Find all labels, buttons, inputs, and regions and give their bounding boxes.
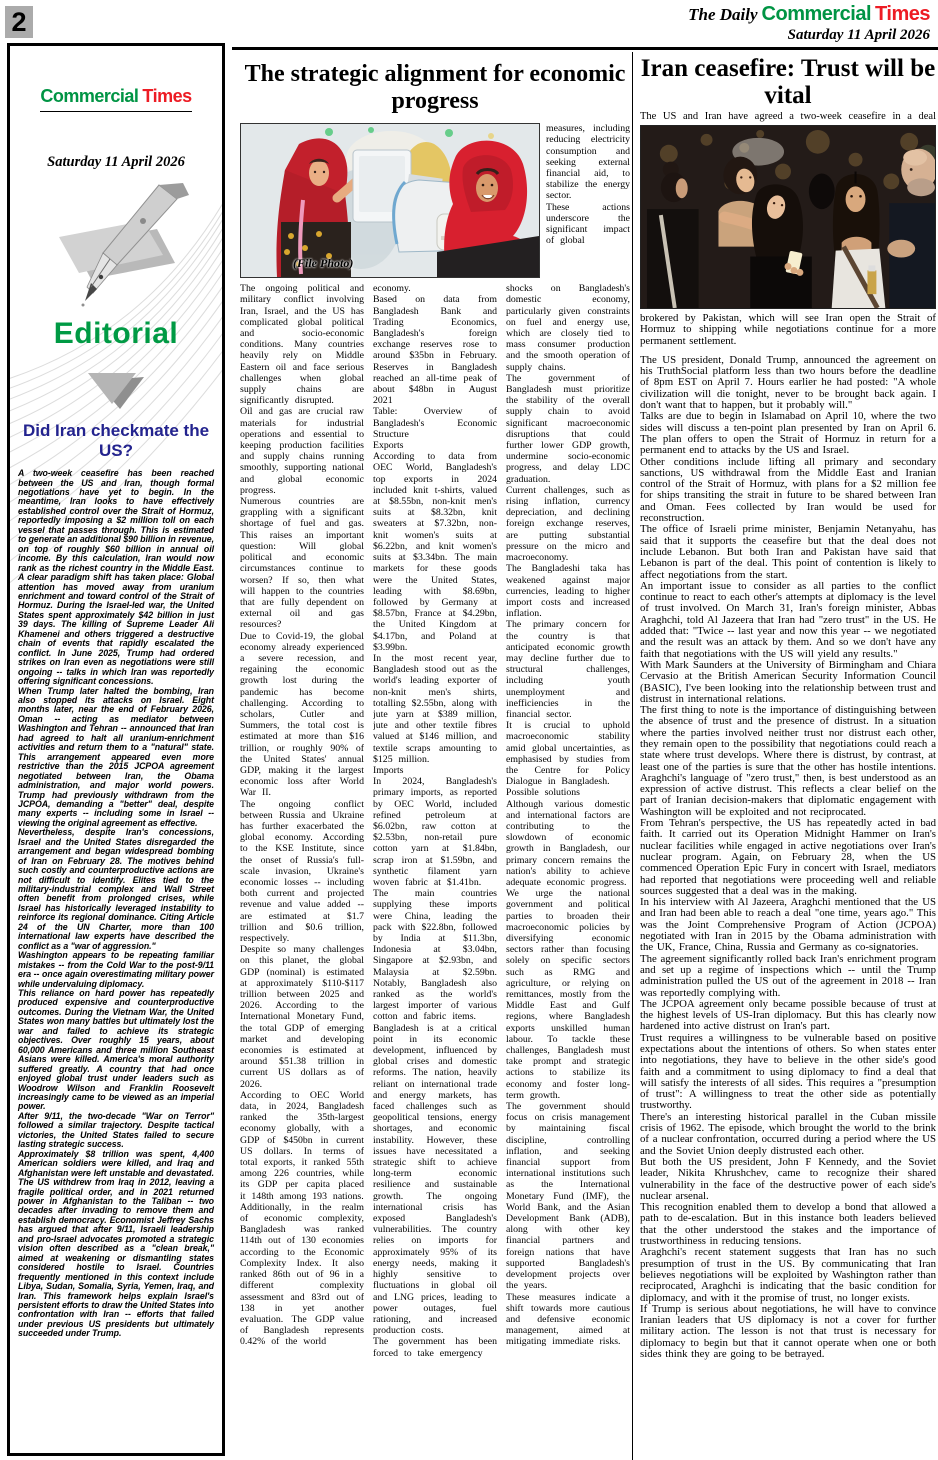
body-paragraph: Numerous countries are grappling with a significant shortage of fuel and gas. This raises an important question: Will global political and economic circumstances continue to worsen? If so, then what will happen to the countries that are fully dependent on external oil and gas resources?: [240, 496, 364, 631]
body-paragraph: Talks are due to begin in Islamabad on April 10, where the two sides will discuss a ten-point plan presented by Iran on April 6. The plan offers to open the Strait of Hormuz in return for a permanent end to attacks by the US and Israel.: [640, 410, 936, 457]
body-paragraph: From Tehran's perspective, the US has repeatedly acted in bad faith. It carried out its Operation Midnight Hammer on Iran's nuclear facilities while engaged in active negotiations over Iran's nuclear program. Again, on February 28, when the US commenced Operation Epic Fury in concert with Israel, mediators had reported that negotiations were proceeding well and reliable sources suggested that a deal was in the making.: [640, 817, 936, 897]
crowd-photo: [640, 125, 936, 309]
body-paragraph: Despite so many challenges on this planet, the global GDP (nominal) is estimated at approximately $110-$117 trillion between 2025 and 2026. According to the International Monetary Fund, the total GDP of emerging market and developing economies is estimated at around $51.38 trillion in current US dollars as of 2026.: [240, 944, 364, 1090]
pen-and-paper-icon: [31, 183, 201, 313]
body-paragraph: Other conditions include lifting all primary and secondary sanctions, US withdrawal from the Middle East and Iranian control of the Strait of Hormuz, with plans for a $2 million fee for ships transiting the strait in future to be shared between Iran and Oman. Fees collected by Iran would be used for reconstruction.: [640, 455, 936, 525]
editorial-sidebar: [7, 43, 225, 1456]
body-paragraph: The primary concern for the country is that anticipated economic growth may decline further due to structural challenges, including youth unemployment and inefficiencies in the financial sector.: [506, 619, 630, 720]
sidebar-logo: [18, 86, 214, 107]
body-paragraph: But both the US president, John F Kennedy, and the Soviet leader, Nikita Khrushchev, came to recognize their shared vulnerability in the face of the destructive power of each side's nuclear arsenal.: [640, 1155, 936, 1202]
body-paragraph: Bangladesh is at a critical point in its economic development, influenced by global crises and domestic reforms. The nation, heavily reliant on international trade and energy markets, has faced challenges such as geopolitical tensions, energy shortages, and economic instability. However, these issues have necessitated a strategic shift to achieve long-term economic resilience and sustainable growth. The ongoing international crisis has exposed Bangladesh's vulnerabilities. The country relies on imports for approximately 95% of its energy needs, making it highly sensitive to fluctuations in global oil and LNG prices, leading to power outages, fuel rationing, and increased production costs.: [373, 1022, 497, 1337]
body-paragraph: The government should focus on crisis management by maintaining fiscal discipline, controlling inflation, and seeking financial support from international institutions such as the International Monetary Fund (IMF), the World Bank, and the Asian Development Bank (ADB), along with other key financial partners and foreign nations that have supported Bangladesh's development projects over the years.: [506, 1101, 630, 1292]
editorial-body: [18, 469, 214, 1339]
editorial-paragraph: After 9/11, the two-decade "War on Terror" followed a similar trajectory. Despite tactical victories, the United States failed to secure lasting strategic success.: [18, 1110, 214, 1150]
masthead-the-daily: The Daily: [688, 5, 758, 24]
factory-photo-illustration: [241, 124, 539, 277]
middle-article-wrap-column: [546, 123, 630, 278]
middle-article-column-1: [240, 283, 364, 1455]
sidebar-date: Saturday 11 April 2026: [47, 154, 185, 170]
header-rule: [232, 47, 938, 50]
body-paragraph: Possible solutions: [506, 787, 580, 799]
body-paragraph: Due to Covid-19, the global economy already experienced a severe recession, and regaining the economic growth lost during the pandemic has become challenging. According to scholars, Cutler and Summers, the total cost is estimated at more than $16 trillion, or roughly 90% of the United States' annual GDP, making it the largest economic loss after World War II.: [240, 630, 364, 799]
body-paragraph: economy.: [373, 283, 411, 295]
body-paragraph: The first thing to note is the importance of distinguishing between the absence of trust and the presence of distrust. In a situation where the parties involved neither trust nor distrust each other, they remain open to the possibility that negotiations could reach a state where trust develops. Where there is distrust, by contrast, at least one of the parties is sure that the other has hostile intentions.: [640, 704, 936, 773]
body-paragraph: According to data from OEC World, Bangladesh's top exports in 2024 included knit t-shirts, valued at $8.55bn, non-knit men's suits at $8.32bn, knit sweaters at $7.32bn, non-knit women's suits at $6.22bn, and knit women's suits at $3.34bn. The main markets for these goods were the United States, leading with $8.69bn, followed by Germany at $8.57bn, France at $4.29bn, the United Kingdom at $4.17bn, and Poland at $3.99bn.: [373, 451, 497, 653]
editorial-paragraph: Nevertheless, despite Iran's concessions, Israel and the United States disregarded the arrangement and began widespread bombing of Iran on February 28. The motives behind such costly and counterproductive actions are not difficult to identify. Elites tied to the military-industrial complex and Wall Street often benefit from prolonged crises, while Israel has historically leveraged instability to reinforce its regional dominance. Citing Article 24 of the UN Charter, more than 100 international law experts have described the conflict as a "war of aggression.": [18, 827, 214, 951]
middle-article-columns: [240, 283, 630, 1455]
body-paragraph: Exports: [373, 440, 404, 452]
body-paragraph: With Mark Saunders at the University of Birmingham and Chiara Cervasio at the British American Security Information Council (BASIC), I've been looking into the relationship between trust and distrust in international relations.: [640, 658, 936, 705]
body-paragraph: shocks on Bangladesh's domestic economy, particularly given constraints on fuel and energy use, which are closely tied to mass consumer production and the smooth operation of supply chains.: [506, 283, 630, 373]
editorial-paragraph: A two-week ceasefire has been reached between the US and Iran, though formal negotiations have yet to begin. In the meantime, Iran looks to have effectively established control over the Strait of Hormuz, reportedly imposing a $2 million toll on each vessel that passes through. This is estimated to generate an additional $90 billion in revenue, on top of roughly $60 billion in annual oil income. By this calculation, Iran would now rank as the richest country in the Middle East. A clear paradigm shift has taken place: Global attention has moved away from uranium enrichment and toward control of the Strait of Hormuz. During the Israel-led war, the United States spent approximately $42 billion in just 39 days. The killing of Supreme Leader Ali Khamenei and others triggered a destructive chain of events that rapidly escalated the conflict. In June 2025, Trump had ordered strikes on Iran even as negotiations were still ongoing -- talks in which Iran was reportedly offering significant concessions.: [18, 468, 215, 687]
factory-photo: [240, 123, 540, 278]
masthead-times: Times: [875, 3, 930, 25]
body-paragraph: These measures indicate a shift towards more cautious and defensive economic management, aimed at mitigating immediate risks.: [506, 1291, 630, 1348]
body-paragraph: Oil and gas are crucial raw materials for industrial operations and essential to keeping production facilities and supply chains running smoothly, supporting national and global economic progress.: [240, 406, 364, 496]
body-paragraph: This recognition enabled them to develop a bond that allowed a path to de-escalation. But in this instance both leaders believed that the other understood the stakes and the importance of trustworthiness in reducing tensions.: [640, 1201, 936, 1248]
crowd-photo-illustration: [641, 126, 935, 308]
body-paragraph: The Bangladeshi taka has weakened against major currencies, leading to higher import costs and increased inflation.: [506, 563, 630, 620]
editorial-paragraph: Washington appears to be repeating familiar mistakes -- from the Cold War to the post-9/11 era -- once again overestimating military power while undervaluing diplomacy.: [18, 950, 214, 989]
logo-underline: [40, 111, 192, 112]
editorial-paragraph: When Trump later halted the bombing, Iran also stopped its attacks on Israel. Eight months later, near the end of February 2026, Oman -- acting as mediator between Washington and Tehran -- announced that Iran had agreed to halt all uranium-enrichment activities and return them to a "natural" state. This arrangement appeared even more restrictive than the 2015 JCPOA agreement negotiated between Iran, the Obama administration, and major world powers. Trump had previously withdrawn from the JCPOA, demanding a "better" deal, despite many experts -- including some in Israel -- viewing the original agreement as effective.: [18, 685, 214, 828]
down-arrow-icon: [88, 373, 144, 409]
body-paragraph: In 2024, Bangladesh's primary imports, as reported by OEC World, included refined petroleum at $6.02bn, raw cotton at $2.53bn, non-retail pure cotton yarn at $1.84bn, scrap iron at $1.59bn, and synthetic filament yarn woven fabric at $1.41bn.: [373, 776, 497, 888]
masthead-commercial: Commercial: [761, 3, 872, 25]
body-paragraph: It is crucial to uphold macroeconomic stability amid global uncertainties, as emphasised by studies from the Centre for Policy Dialogue in Bangladesh.: [506, 720, 630, 788]
sidebar-logo-times: Times: [142, 86, 192, 106]
column-divider: [632, 52, 633, 1460]
editorial-section-label: Editorial: [53, 317, 179, 350]
right-article-body: [640, 355, 936, 1360]
masthead-date: Saturday 11 April 2026: [787, 27, 930, 43]
masthead: [688, 3, 930, 44]
body-paragraph: In the most recent year, Bangladesh stood out as the world's leading exporter of non-knit men's shirts, totalling $2.55bn, along with jute yarn at $389 million, jute and other textile fibres valued at $146 million, and textile scraps amounting to $125 million.: [373, 652, 497, 765]
body-paragraph: Araghchi's recent statement suggests that Iran has no such presumption of trust in the US. By communicating that Iran believes negotiations will be exploited by Washington rather than reciprocated, Araghchi is indicating that the basic condition for diplomacy, and with it the promise of trust, no longer exists.: [640, 1246, 936, 1304]
body-paragraph: The US president, Donald Trump, announced the agreement on his TruthSocial platform less than two hours before the deadline of 8pm EST on April 7. Hours earlier he had posted: "A whole civilization will die tonight, never to be brought back again. I don't want that to happen, but it probably will.": [640, 353, 936, 412]
body-paragraph: In his interview with Al Jazeera, Araghchi mentioned that the US and Iran had been able to reach a deal "one time, years ago." This was the Joint Comprehensive Program of Action (JCPOA) negotiated with Iran in 2015 by the Obama administration with the UK, France, China, Russia and Germany as co-signatories.: [640, 896, 936, 954]
middle-article-title: The strategic alignment for economic progress: [244, 61, 626, 115]
body-paragraph: The ongoing conflict between Russia and Ukraine has further exacerbated the global economy. According to the KSE Institute, since the onset of Russia's full-scale invasion, Ukraine's economic losses -- including both current and projected revenue and value added -- are estimated at $1.7 trillion and $0.6 trillion, respectively.: [240, 798, 364, 944]
body-paragraph: Based on data from Bangladesh Bank and Trading Economics, Bangladesh's foreign exchange reserves rose to around $35bn in February. Reserves in Bangladesh reached an all-time peak of about $48bn in August 2021: [373, 294, 497, 407]
photo-caption: (File Photo): [293, 256, 354, 271]
body-paragraph: measures, including reducing electricity consumption and seeking external financial aid, to stabilize the energy sector.: [546, 123, 630, 202]
right-article-title: Iran ceasefire: Trust will be vital: [640, 55, 936, 109]
body-paragraph: The agreement significantly rolled back Iran's enrichment program and set up a regime of inspections which -- until the Trump administration pulled the US out of the agreement in 2018 -- Iran was reportedly complying with.: [640, 952, 936, 999]
body-paragraph: The JCPOA agreement only became possible because of trust at the highest levels of US-Iran diplomacy. But this has clearly now hardened into active distrust on Iran's part.: [640, 997, 936, 1033]
body-paragraph: These actions underscore the significant impact of global: [546, 201, 630, 247]
page-number: 2: [5, 6, 33, 38]
right-article-lead: brokered by Pakistan, which will see Iran open the Strait of Hormuz to shipping while negotiations continue for a more permanent settlement.: [640, 312, 936, 347]
body-paragraph: Araghchi's language of "zero trust," then, is best understood as an expression of active distrust. This reflects a clear belief on the part of Iranian decision-makers that diplomatic engagement with Washington will be exploited and not reciprocated.: [640, 771, 936, 818]
body-paragraph: The government has been forced to take emergency: [373, 1336, 497, 1359]
middle-article-top: [240, 123, 630, 278]
body-paragraph: Imports: [373, 764, 404, 776]
body-paragraph: If Trump is serious about negotiations, he will have to convince Iranian leaders that US diplomacy is not a cover for further military action. The lesson is not that trust is necessary for diplomacy to begin but that it cannot operate when one or both sides think they are going to be betrayed.: [640, 1302, 936, 1361]
body-paragraph: The office of Israeli prime minister, Benjamin Netanyahu, has said that it supports the ceasefire but that the deal does not include Lebanon. But both Iran and Pakistan have said that Lebanon is part of the deal. This point of contention is likely to affect negotiations from the start.: [640, 523, 936, 581]
body-paragraph: An important issue to consider as all parties to the conflict continue to react to each other's attempts at diplomacy is the level of trust involved. On March 31, Iran's foreign minister, Abbas Araghchi, told Al Jazeera that Iran had "zero trust" in the US. He added that: "Twice -- last year and now this year -- we negotiated and the result was an attack by them. And so we don't have any faith that negotiations with the US will yield any results.": [640, 579, 936, 660]
body-paragraph: We urge the national government and political parties to broaden their macroeconomic policies by diversifying economic sectors rather than focusing solely on specific sectors such as RMG and agriculture, or relying on remittances, mostly from the Middle East and Gulf regions, where Bangladesh exports unskilled human labour. To tackle these challenges, Bangladesh must take prompt and strategic actions to stabilize its economy and foster long-term growth.: [506, 888, 630, 1101]
editorial-paragraph: This reliance on hard power has repeatedly produced expensive and counterproductive outcomes. During the Vietnam War, the United States won many battles but ultimately lost the war and failed to achieve its strategic objectives. Over roughly 15 years, about 60,000 Americans and three million Southeast Asians were killed. America's moral authority suffered greatly. A country that had once enjoyed global trust under leaders such as Woodrow Wilson and Franklin Roosevelt increasingly came to be viewed as an imperial power.: [18, 988, 214, 1112]
body-paragraph: According to OEC World data, in 2024, Bangladesh ranked the 35th-largest economy globally, with a GDP of $450bn in current US dollars. In terms of total exports, it ranked 55th among 226 countries, while its GDP per capita placed it 148th among 193 nations.: [240, 1089, 364, 1202]
sidebar-logo-commercial: Commercial: [40, 86, 139, 106]
editorial-paragraph: Approximately $8 trillion was spent, 4,400 American soldiers were killed, and Iraq and Afghanistan were left unstable and devastated. The US withdrew from Iraq in 2012, leaving a fragile political order, and in 2021 returned power in Afghanistan to the Taliban -- two decades after invading to remove them and establish democracy. Economist Jeffrey Sachs has argued that after 9/11, Israeli leadership and pro-Israel advocates promoted a strategic vision often described as a "clean break," aimed at weakening or dismantling states considered hostile to Israel. Countries frequently mentioned in this context include Libya, Sudan, Somalia, Syria, Yemen, Iraq, and Iran. This framework helps explain Israel's persistent efforts to draw the United States into confrontation with Iran -- efforts that failed under previous US presidents but ultimately succeeded under Trump.: [18, 1148, 214, 1339]
body-paragraph: Table: Overview of Bangladesh's Economic Structure: [373, 406, 497, 440]
body-paragraph: There's an interesting historical parallel in the Cuban missile crisis of 1962. The episode, which brought the world to the brink of a nuclear confrontation, occurred during a period where the US and the Soviet Union deeply distrusted each other.: [640, 1110, 936, 1157]
middle-article: [240, 55, 630, 1455]
middle-article-column-3: [506, 283, 630, 1455]
middle-article-column-2: [373, 283, 497, 1455]
body-paragraph: Trust requires a willingness to be vulnerable based on positive expectations about the intentions of others. So when states enter into negotiations, they have to believe in the other side's good faith and a commitment to using diplomacy to find a deal that will satisfy the interests of all sides. This requires a "presumption of trust": A willingness to treat the other side as potentially trustworthy.: [640, 1031, 936, 1112]
editorial-headline: Did Iran checkmate the US?: [22, 421, 210, 461]
masthead-title: [688, 3, 930, 26]
body-paragraph: Additionally, in the realm of economic complexity, Bangladesh was ranked 114th out of 130 economies according to the Economic Complexity Index. It also ranked 86th out of 96 in a different complexity assessment and 83rd out of 138 in yet another evaluation. The GDP value of Bangladesh represents 0.42% of the world: [240, 1201, 364, 1348]
body-paragraph: The government of Bangladesh must prioritize the stability of the overall supply chain to avoid significant macroeconomic disruptions that could further lower GDP growth, undermine socio-economic progress, and delay LDC graduation.: [506, 372, 630, 485]
body-paragraph: Current challenges, such as rising inflation, currency depreciation, and declining foreign exchange reserves, are putting substantial pressure on the micro and macroeconomy.: [506, 484, 630, 564]
body-paragraph: The main countries supplying these imports were China, leading the pack with $22.8bn, followed by India at $11.3bn, Indonesia at $3.04bn, Singapore at $2.93bn, and Malaysia at $2.59bn. Notably, Bangladesh also ranked as the world's largest importer of various cotton and fabric items.: [373, 888, 497, 1023]
body-paragraph: The ongoing political and military conflict involving Iran, Israel, and the US has complicated global political and socio-economic conditions. Many countries heavily rely on Middle Eastern oil and face serious challenges when global supply chains are significantly disrupted.: [240, 283, 364, 407]
right-article-subhead: The US and Iran have agreed a two-week ceasefire in a deal: [640, 111, 936, 122]
body-paragraph: Although various domestic and international factors are contributing to the slowdown of economic growth in Bangladesh, our primary concern remains the nation's ability to achieve adequate economic progress.: [506, 798, 630, 888]
right-article: [640, 55, 936, 1457]
